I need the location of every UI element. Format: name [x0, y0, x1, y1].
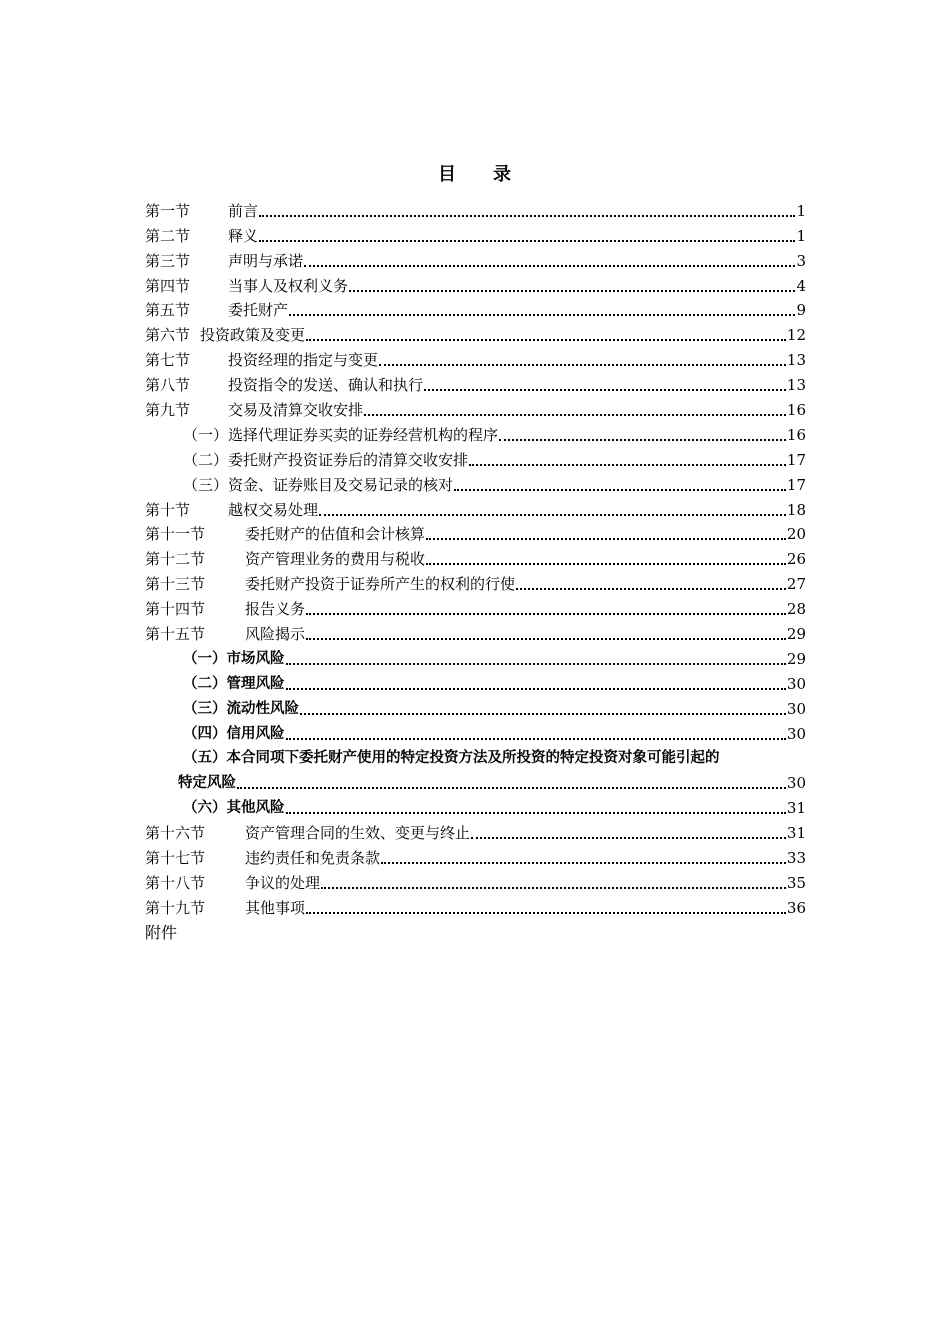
toc-page-number: 31	[786, 824, 806, 843]
toc-page-number: 13	[786, 351, 806, 370]
dot-leader	[499, 439, 786, 441]
dot-leader	[469, 464, 786, 466]
toc-page-number: 1	[796, 226, 806, 245]
toc-section-number: 第七节	[145, 351, 191, 370]
dot-leader	[381, 862, 786, 864]
toc-page-number: 35	[786, 873, 806, 892]
toc-section-number: 第十九节	[145, 898, 206, 917]
toc-entry-label: 越权交易处理	[228, 500, 319, 519]
toc-entry-11[interactable]	[145, 520, 806, 545]
toc-entry-label: 投资政策及变更	[200, 326, 306, 345]
toc-section-number: 第二节	[145, 226, 191, 245]
toc-subentry-9-1[interactable]	[145, 420, 806, 445]
toc-section-number: 第四节	[145, 276, 191, 295]
dot-leader	[364, 414, 786, 416]
toc-entry-label: 其他事项	[245, 898, 306, 917]
toc-page-number: 17	[786, 450, 806, 469]
toc-entry-label-line1: （五）本合同项下委托财产使用的特定投资方法及所投资的特定投资对象可能引起的	[183, 750, 720, 767]
toc-section-number: 第十八节	[145, 873, 206, 892]
dot-leader	[306, 339, 786, 341]
toc-entry-label: 违约责任和免责条款	[245, 849, 381, 868]
table-of-contents	[145, 196, 806, 943]
toc-entry-wrap-row	[145, 768, 806, 793]
toc-entry-7[interactable]	[145, 345, 806, 370]
toc-subentry-15-4[interactable]	[145, 719, 806, 744]
toc-subentry-9-3[interactable]	[145, 470, 806, 495]
toc-entry-4[interactable]	[145, 271, 806, 296]
toc-page-number: 12	[786, 326, 806, 345]
dot-leader	[286, 738, 786, 740]
toc-entry-1[interactable]	[145, 196, 806, 221]
toc-entry-16[interactable]	[145, 818, 806, 843]
toc-page-number: 26	[786, 550, 806, 569]
toc-title-char-1: 目	[438, 164, 457, 185]
toc-entry-label: （二）委托财产投资证券后的清算交收安排	[183, 450, 469, 469]
dot-leader	[286, 688, 786, 690]
toc-entry-6[interactable]	[145, 320, 806, 345]
toc-entry-label: 声明与承诺	[228, 251, 304, 270]
toc-page-number: 33	[786, 849, 806, 868]
toc-entry-label: 交易及清算交收安排	[228, 401, 364, 420]
toc-entry-2[interactable]	[145, 221, 806, 246]
toc-page-number: 16	[786, 401, 806, 420]
toc-section-number: 第十四节	[145, 600, 206, 619]
toc-entry-15[interactable]	[145, 619, 806, 644]
toc-page-number: 31	[786, 799, 806, 818]
toc-entry-3[interactable]	[145, 246, 806, 271]
toc-page-number: 29	[786, 649, 806, 668]
toc-entry-18[interactable]	[145, 868, 806, 893]
toc-subentry-15-6[interactable]	[145, 793, 806, 818]
dot-leader	[259, 240, 795, 242]
toc-subentry-15-5[interactable]	[145, 744, 806, 794]
toc-entry-label: 资产管理业务的费用与税收	[245, 550, 426, 569]
dot-leader	[259, 215, 795, 217]
dot-leader	[300, 713, 786, 715]
toc-entry-label: 委托财产	[228, 301, 289, 320]
toc-title-char-2: 录	[493, 164, 512, 185]
toc-section-number: 第十五节	[145, 625, 206, 644]
toc-section-number: 第十三节	[145, 575, 206, 594]
toc-entry-19[interactable]	[145, 893, 806, 918]
toc-section-number: 第十二节	[145, 550, 206, 569]
dot-leader	[349, 290, 795, 292]
dot-leader	[321, 887, 786, 889]
toc-section-number: 第九节	[145, 401, 191, 420]
dot-leader	[454, 489, 786, 491]
dot-leader	[306, 638, 786, 640]
dot-leader	[286, 663, 786, 665]
toc-subentry-15-2[interactable]	[145, 669, 806, 694]
toc-page-number: 36	[786, 898, 806, 917]
toc-section-number: 第十七节	[145, 849, 206, 868]
toc-page-number: 28	[786, 600, 806, 619]
toc-section-number: 第六节	[145, 326, 191, 345]
toc-page-number: 30	[786, 724, 806, 743]
toc-page-number: 13	[786, 376, 806, 395]
toc-entry-label: 投资经理的指定与变更	[228, 351, 379, 370]
toc-entry-label: （一）选择代理证券买卖的证券经营机构的程序	[183, 425, 499, 444]
toc-section-number: 第三节	[145, 251, 191, 270]
dot-leader	[426, 563, 786, 565]
toc-entry-label-line2: 特定风险	[178, 775, 236, 792]
toc-subentry-15-3[interactable]	[145, 694, 806, 719]
toc-entry-label: （三）流动性风险	[183, 700, 299, 717]
dot-leader	[306, 912, 786, 914]
toc-page-number: 1	[796, 201, 806, 220]
dot-leader	[516, 588, 786, 590]
appendix-heading[interactable]: 附件	[145, 922, 178, 942]
toc-entry-label: 委托财产投资于证券所产生的权利的行使	[245, 575, 516, 594]
dot-leader	[304, 265, 795, 267]
toc-entry-label: 委托财产的估值和会计核算	[245, 525, 426, 544]
toc-page-number: 27	[786, 575, 806, 594]
toc-entry-label: 当事人及权利义务	[228, 276, 349, 295]
toc-page-number: 4	[796, 276, 806, 295]
toc-entry-14[interactable]	[145, 594, 806, 619]
toc-page-number: 17	[786, 475, 806, 494]
toc-entry-label: （六）其他风险	[183, 800, 285, 817]
toc-section-number: 第十一节	[145, 525, 206, 544]
dot-leader	[426, 538, 786, 540]
dot-leader	[237, 787, 786, 789]
toc-entry-5[interactable]	[145, 296, 806, 321]
toc-section-number: 第一节	[145, 201, 191, 220]
toc-entry-label: 风险揭示	[245, 625, 306, 644]
toc-entry-10[interactable]	[145, 495, 806, 520]
toc-page-number: 16	[786, 425, 806, 444]
dot-leader	[424, 389, 786, 391]
toc-entry-17[interactable]	[145, 843, 806, 868]
toc-page-number: 20	[786, 525, 806, 544]
toc-page-number: 3	[796, 251, 806, 270]
dot-leader	[286, 812, 786, 814]
toc-entry-8[interactable]	[145, 370, 806, 395]
toc-entry-label: （三）资金、证券账目及交易记录的核对	[183, 475, 454, 494]
toc-entry-label: 释义	[228, 226, 259, 245]
toc-entry-label: 资产管理合同的生效、变更与终止	[245, 824, 471, 843]
toc-entry-label: 报告义务	[245, 600, 306, 619]
toc-section-number: 第八节	[145, 376, 191, 395]
toc-section-number: 第十节	[145, 500, 191, 519]
toc-page-number: 30	[786, 674, 806, 693]
toc-entry-label: （二）管理风险	[183, 675, 285, 692]
dot-leader	[319, 514, 786, 516]
dot-leader	[379, 364, 786, 366]
toc-entry-label: 前言	[228, 201, 259, 220]
toc-entry-label: （一）市场风险	[183, 650, 285, 667]
toc-entry-label: 投资指令的发送、确认和执行	[228, 376, 424, 395]
toc-entry-9[interactable]	[145, 395, 806, 420]
dot-leader	[306, 613, 786, 615]
toc-section-number: 第五节	[145, 301, 191, 320]
dot-leader	[471, 837, 786, 839]
toc-page-number: 18	[786, 500, 806, 519]
toc-entry-13[interactable]	[145, 569, 806, 594]
toc-entry-label: 争议的处理	[245, 873, 321, 892]
toc-section-number: 第十六节	[145, 824, 206, 843]
toc-subentry-15-1[interactable]	[145, 644, 806, 669]
toc-page-number: 30	[786, 699, 806, 718]
toc-entry-label: （四）信用风险	[183, 725, 285, 742]
toc-entry-12[interactable]	[145, 544, 806, 569]
toc-page-number: 29	[786, 625, 806, 644]
toc-page-number: 30	[786, 774, 806, 793]
toc-page-number: 9	[796, 301, 806, 320]
dot-leader	[289, 314, 795, 316]
toc-subentry-9-2[interactable]	[145, 445, 806, 470]
toc-title	[0, 160, 950, 186]
